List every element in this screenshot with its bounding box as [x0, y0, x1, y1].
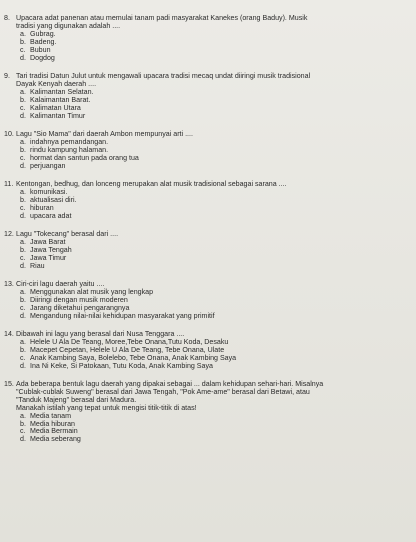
option-a: a. Media tanam	[20, 411, 72, 420]
option-c: c. Kalimatan Utara	[20, 103, 81, 112]
stem-line: Upacara adat panenan atau memulai tanam padi masyarakat Kanekes (orang Baduy). Musik	[16, 14, 308, 22]
option-b: b. rindu kampung halaman.	[20, 145, 109, 154]
question-12	[0, 231, 410, 271]
stem-line: Ada beberapa bentuk lagu daerah yang dipakai sebagai ... dalam kehidupan sehari-hari. Misalnya	[16, 380, 324, 388]
question-stem	[0, 73, 410, 89]
stem-line: Manakah istilah yang tepat untuk mengisi titik-titik di atas!	[16, 403, 197, 412]
stem-line: Lagu "Tokecang" berasal dari ....	[16, 230, 119, 238]
option-a: a. Jawa Barat	[20, 237, 66, 246]
question-stem	[0, 331, 410, 339]
option-b: b. Badeng.	[20, 37, 57, 46]
question-8	[0, 15, 410, 62]
option-a: a. indahnya pemandangan.	[20, 137, 109, 146]
question-number: 10.	[4, 130, 14, 138]
option-b: b. Diiringi dengan musik moderen	[20, 295, 128, 304]
question-stem	[0, 231, 410, 239]
question-number: 8.	[4, 14, 10, 22]
option-d: d. Dogdog	[20, 53, 55, 62]
stem-line: Tari tradisi Datun Julut untuk mengawali upacara tradisi mecaq undat diiringi musik tradisional	[16, 72, 311, 80]
question-stem	[0, 131, 410, 139]
option-c: c. Jawa Timur	[20, 253, 67, 262]
option-c: c. hiburan	[20, 203, 54, 212]
option-d: d. upacara adat	[20, 211, 72, 220]
option-c: c. Bubun	[20, 45, 51, 54]
option-b: b. Kalaimantan Barat.	[20, 95, 91, 104]
option-a: a. Helele U Ala De Teang, Moree,Tebe Onana,Tutu Koda, Desaku	[20, 337, 229, 346]
option-c: c. Anak Kambing Saya, Bolelebo, Tebe Onana, Anak Kambing Saya	[20, 353, 237, 362]
question-number: 14.	[4, 330, 14, 338]
question-stem	[0, 15, 410, 31]
question-13	[0, 281, 410, 321]
option-c: c. Jarang diketahui pengarangnya	[20, 303, 130, 312]
option-b: b. Media hiburan	[20, 419, 75, 428]
stem-line: Kentongan, bedhug, dan lonceng merupakan alat musik tradisional sebagai sarana ....	[16, 180, 287, 188]
question-number: 11.	[4, 180, 14, 188]
option-d: d. Mengandung nilai-nilai kehidupan masyarakat yang primitif	[20, 311, 215, 320]
question-number: 9.	[4, 72, 10, 80]
option-a: a. Menggunakan alat musik yang lengkap	[20, 287, 154, 296]
stem-line: Lagu "Sio Mama" dari daerah Ambon mempunyai arti ....	[16, 130, 193, 138]
option-a: a. komunikasi.	[20, 187, 68, 196]
option-d: d. Media seberang	[20, 435, 81, 444]
question-stem	[0, 181, 410, 189]
question-14	[0, 331, 410, 371]
question-9	[0, 73, 410, 120]
stem-line: tradisi yang digunakan adalah ....	[16, 21, 121, 30]
option-b: b. Macepet Cepetan, Helele U Ala De Teang, Tebe Onana, Ulate	[20, 345, 225, 354]
stem-line: Ciri-ciri lagu daerah yaitu ....	[16, 280, 105, 288]
option-d: d. Kalimantan Timur	[20, 111, 86, 120]
option-d: d. perjuangan	[20, 161, 66, 170]
question-stem	[0, 381, 410, 413]
question-number: 15.	[4, 380, 14, 388]
option-a: a. Kalimantan Selatan.	[20, 87, 94, 96]
stem-line: "Cublak-cublak Suweng" berasal dari Jawa Tengah, "Pok Ame-ame" berasal dari Betawi, atau	[16, 387, 310, 396]
question-stem	[0, 281, 410, 289]
option-a: a. Gubrag.	[20, 29, 56, 38]
question-10	[0, 131, 410, 171]
stem-line: Dibawah ini lagu yang berasal dari Nusa Tenggara ....	[16, 330, 185, 338]
option-d: d. Riau	[20, 261, 45, 270]
stem-line: Dayak Kenyah daerah ....	[16, 79, 97, 88]
option-b: b. Jawa Tengah	[20, 245, 72, 254]
question-number: 13.	[4, 280, 14, 288]
option-c: c. hormat dan santun pada orang tua	[20, 153, 139, 162]
question-15	[0, 381, 410, 444]
question-number: 12.	[4, 230, 14, 238]
question-11	[0, 181, 410, 221]
option-c: c. Media Bermain	[20, 427, 78, 436]
stem-line: "Tanduk Majeng" berasal dari Madura.	[16, 395, 137, 404]
option-b: b. aktualisasi diri.	[20, 195, 77, 204]
option-d: d. Ina Ni Keke, Si Patokaan, Tutu Koda, Anak Kambing Saya	[20, 361, 213, 370]
